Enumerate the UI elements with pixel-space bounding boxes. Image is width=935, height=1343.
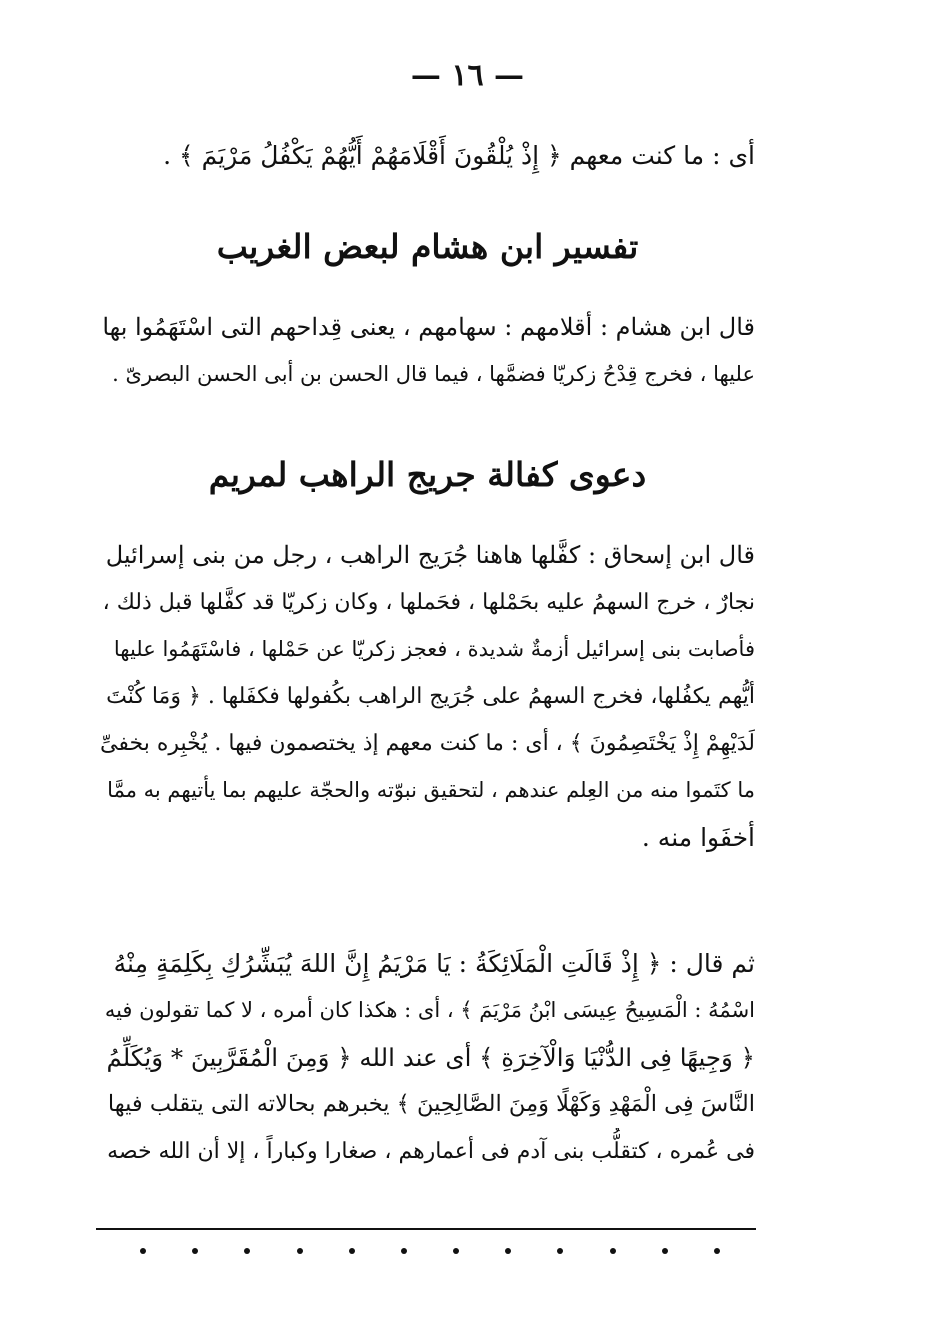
footer-dot xyxy=(244,1248,250,1254)
text-line: ما كتَموا منه من العِلم عندهم ، لتحقيق نبوّته والحجّة عليهم بما يأتيهم به ممَّا xyxy=(107,778,755,802)
text-line: أيُّهم يكفُلها، فخرج السهمُ على جُرَيج الراهب بكُفولها فكفَلها . ﴿ وَمَا كُنْتَ xyxy=(106,684,755,709)
footer-dot xyxy=(610,1248,616,1254)
section-heading-gharib: تفسير ابن هشام لبعض الغريب xyxy=(216,227,639,266)
intro-paragraph xyxy=(100,132,755,179)
footer-dot xyxy=(557,1248,563,1254)
paragraph-malaika xyxy=(100,940,755,1175)
footer-dot xyxy=(662,1248,668,1254)
footer-dot xyxy=(401,1248,407,1254)
text-line: نجارٌ ، خرج السهمُ عليه بحَمْلها ، فحَملها ، وكان زكريّا قد كفَّلها قبل ذلك ، xyxy=(102,590,755,615)
section-heading-jurayj: دعوى كفالة جريج الراهب لمريم xyxy=(208,455,647,494)
paragraph-ibn-ishaq xyxy=(100,532,755,861)
footer-dot xyxy=(714,1248,720,1254)
page-number: — ١٦ — xyxy=(410,58,525,93)
text-line: أخفَوا منه . xyxy=(641,823,755,852)
text-line: فى عُمره ، كتقلُّب بنى آدم فى أعمارهم ، صغارا وكباراً ، إلا أن الله خصه xyxy=(107,1139,755,1164)
footer-rule xyxy=(96,1228,756,1230)
footer-dot xyxy=(192,1248,198,1254)
text-line: قال ابن هشام : أقلامهم : سهامهم ، يعنى قِداحهم التى اسْتَهَمُوا بها xyxy=(102,313,755,341)
text-line: أى : ما كنت معهم ﴿ إِذْ يُلْقُونَ أَقْلَامَهُمْ أَيُّهُمْ يَكْفُلُ مَرْيَمَ ﴾ . xyxy=(163,141,755,170)
footer-dot xyxy=(453,1248,459,1254)
text-line: لَدَيْهِمْ إِذْ يَخْتَصِمُونَ ﴾ ، أى : ما كنت معهم إذ يختصمون فيها . يُخْبِره بخفىِّ xyxy=(100,731,755,756)
footer-dots xyxy=(140,1248,720,1254)
text-line: ثم قال : ﴿ إِذْ قَالَتِ الْمَلَائِكَةُ : يَا مَرْيَمُ إِنَّ اللهَ يُبَشِّرُكِ بِكَلِمَةٍ مِنْهُ xyxy=(113,949,755,978)
text-line: فأصابت بنى إسرائيل أزمةٌ شديدة ، فعجز زكريّا عن حَمْلها ، فاسْتَهَمُوا عليها xyxy=(113,637,755,661)
text-line: ﴿ وَجِيهًا فِى الدُّنْيَا وَالْآخِرَةِ ﴾ أى عند الله ﴿ وَمِنَ الْمُقَرَّبِينَ * وَيُكَلِّمُ xyxy=(106,1043,755,1072)
footer-dot xyxy=(505,1248,511,1254)
footer-dot xyxy=(349,1248,355,1254)
footer-dot xyxy=(297,1248,303,1254)
text-line: اسْمُهُ : الْمَسِيحُ عِيسَى ابْنُ مَرْيَمَ ﴾ ، أى : هكذا كان أمره ، لا كما تقولون فيه xyxy=(104,998,755,1022)
paragraph-ibn-hisham xyxy=(100,304,755,398)
text-line: عليها ، فخرج قِدْحُ زكريّا فضمَّها ، فيما قال الحسن بن أبى الحسن البصرىّ . xyxy=(112,362,755,386)
footer-dot xyxy=(140,1248,146,1254)
text-line: النَّاسَ فِى الْمَهْدِ وَكَهْلًا وَمِنَ الصَّالِحِينَ ﴾ يخبرهم بحالاته التى يتقلب فيها xyxy=(107,1091,755,1117)
text-line: قال ابن إسحاق : كفَّلها هاهنا جُرَيج الراهب ، رجل من بنى إسرائيل xyxy=(105,541,755,569)
